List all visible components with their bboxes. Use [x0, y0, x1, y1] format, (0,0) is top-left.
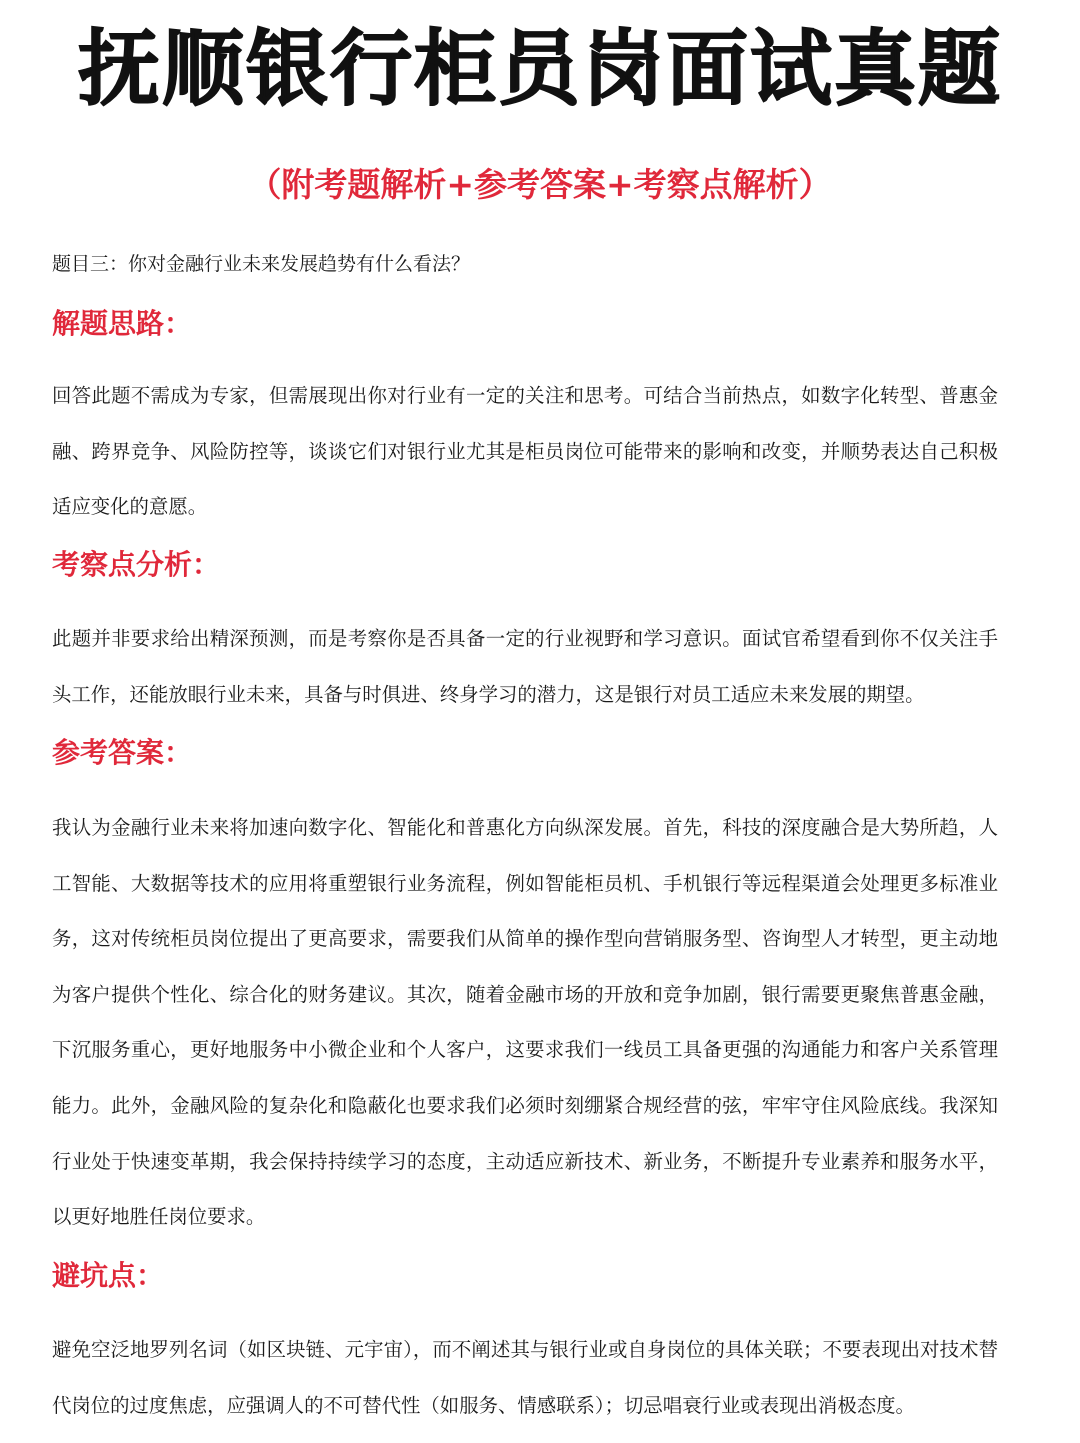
section-heading-analysis: 考察点分析： — [52, 548, 221, 581]
page-title: 抚顺银行柜员岗面试真题 — [77, 22, 1002, 117]
section-body-analysis: 此题并非要求给出精深预测，而是考察你是否具备一定的行业视野和学习意识。面试官希望看到你不仅关注手头工作，还能放眼行业未来，具备与时俱进、终身学习的潜力，这是银行对员工适应未来发展的期望。 — [52, 627, 998, 706]
section-body-approach: 回答此题不需成为专家，但需展现出你对行业有一定的关注和思考。可结合当前热点，如数字化转型、普惠金融、跨界竞争、风险防控等，谈谈它们对银行业尤其是柜员岗位可能带来的影响和改变，并顺势表达自己积极适应变化的意愿。 — [52, 384, 998, 519]
section-heading-approach: 解题思路： — [52, 307, 193, 340]
section-body-pitfalls: 避免空泛地罗列名词（如区块链、元宇宙），而不阐述其与银行业或自身岗位的具体关联；不要表现出对技术替代岗位的过度焦虑，应强调人的不可替代性（如服务、情感联系）；切忌唱衰行业或表现出消极态度。 — [52, 1338, 998, 1417]
page-subtitle: （附考题解析+参考答案+考察点解析） — [248, 165, 832, 204]
section-body-answer: 我认为金融行业未来将加速向数字化、智能化和普惠化方向纵深发展。首先，科技的深度融合是大势所趋，人工智能、大数据等技术的应用将重塑银行业务流程，例如智能柜员机、手机银行等远程渠道会处理更多标准业务，这对传统柜员岗位提出了更高要求，需要我们从简单的操作型向营销服务型、咨询型人才转型，更主动地为客户提供个性化、综合化的财务建议。其次，随着金融市场的开放和竞争加剧，银行需要更聚焦普惠金融，下沉服务重心，更好地服务中小微企业和个人客户，这要求我们一线员工具备更强的沟通能力和客户关系管理能力。此外，金融风险的复杂化和隐蔽化也要求我们必须时刻绷紧合规经营的弦，牢牢守住风险底线。我深知行业处于快速变革期，我会保持持续学习的态度，主动适应新技术、新业务，不断提升专业素养和服务水平，以更好地胜任岗位要求。 — [52, 816, 998, 1229]
section-heading-answer: 参考答案： — [52, 736, 193, 769]
question-text: 题目三：你对金融行业未来发展趋势有什么看法？ — [52, 253, 471, 275]
section-heading-pitfalls: 避坑点： — [52, 1259, 165, 1292]
